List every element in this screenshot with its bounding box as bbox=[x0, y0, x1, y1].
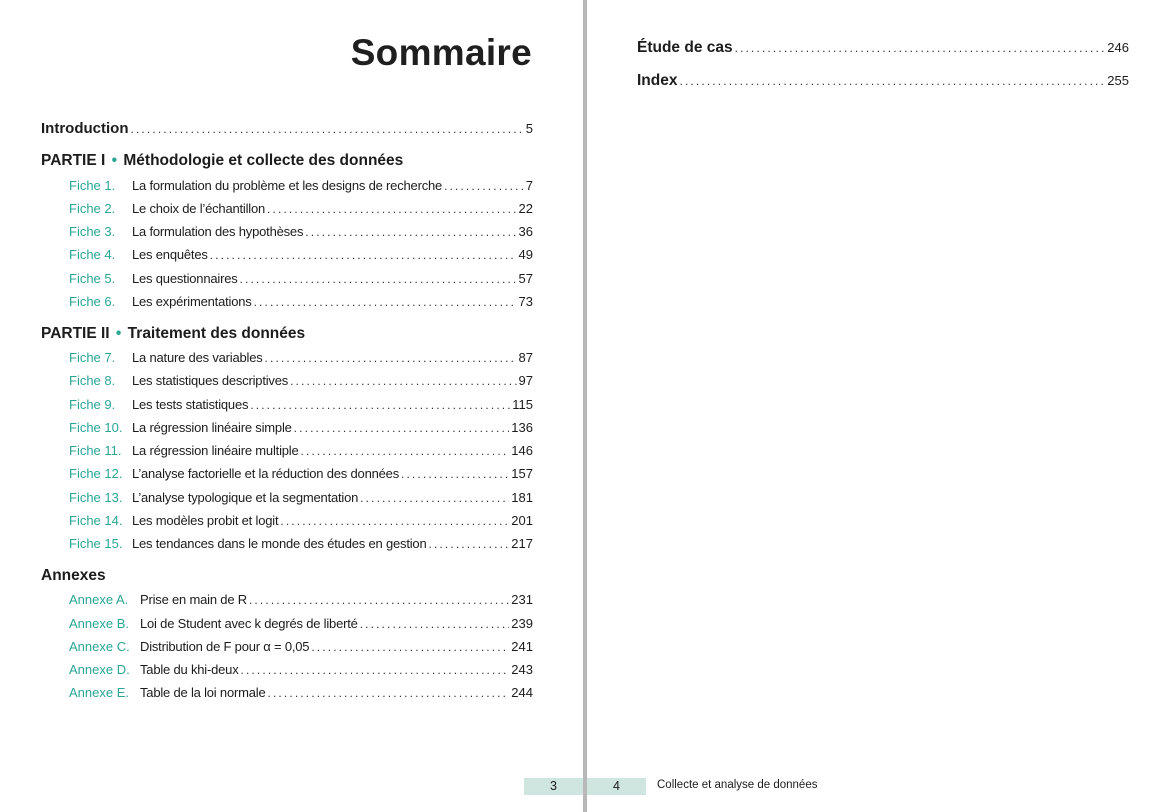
toc-page-number: 201 bbox=[511, 513, 533, 528]
dot-leader bbox=[250, 398, 510, 412]
toc-page-number: 36 bbox=[518, 224, 533, 239]
toc-page-number: 239 bbox=[511, 616, 533, 631]
toc-page-number: 5 bbox=[525, 121, 533, 136]
part-heading-2 bbox=[41, 325, 305, 343]
dot-leader bbox=[210, 248, 517, 262]
annexe-title: Loi de Student avec k degrés de liberté bbox=[140, 616, 358, 631]
dot-leader bbox=[265, 351, 517, 365]
fiche-label: Fiche 6. bbox=[69, 294, 116, 309]
toc-entry-index[interactable] bbox=[637, 72, 1129, 90]
toc-page-number: 246 bbox=[1107, 40, 1129, 55]
dot-leader bbox=[311, 640, 509, 654]
toc-entry-label: Introduction bbox=[41, 120, 129, 137]
toc-entry-annexe-a[interactable] bbox=[69, 592, 533, 607]
fiche-label: Fiche 7. bbox=[69, 350, 116, 365]
part-label: PARTIE II bbox=[41, 325, 110, 342]
fiche-label: Fiche 5. bbox=[69, 271, 116, 286]
toc-page-number: 22 bbox=[518, 201, 533, 216]
dot-leader bbox=[290, 374, 516, 388]
toc-entry-fiche-14[interactable] bbox=[69, 513, 533, 528]
toc-entry-fiche-15[interactable] bbox=[69, 536, 533, 551]
fiche-title: Les questionnaires bbox=[132, 271, 238, 286]
fiche-title: Les expérimentations bbox=[132, 294, 252, 309]
dot-leader bbox=[294, 421, 510, 435]
toc-entry-fiche-6[interactable] bbox=[69, 294, 533, 309]
annexe-title: Prise en main de R bbox=[140, 592, 247, 607]
bullet-separator: • bbox=[111, 152, 118, 169]
page-title: Sommaire bbox=[350, 32, 532, 73]
toc-page-number: 157 bbox=[511, 466, 533, 481]
fiche-title: La formulation du problème et les designs de recherche bbox=[132, 178, 443, 193]
fiche-title: L’analyse factorielle et la réduction des données bbox=[132, 466, 399, 481]
dot-leader bbox=[254, 295, 517, 309]
annexe-label: Annexe B. bbox=[69, 616, 129, 631]
fiche-title: La régression linéaire multiple bbox=[132, 443, 299, 458]
toc-entry-introduction[interactable] bbox=[41, 120, 533, 137]
toc-entry-fiche-4[interactable] bbox=[69, 247, 533, 262]
toc-page-number: 97 bbox=[518, 373, 533, 388]
dot-leader bbox=[428, 537, 509, 551]
toc-entry-label: Index bbox=[637, 72, 678, 89]
toc-entry-fiche-9[interactable] bbox=[69, 397, 533, 412]
toc-entry-fiche-12[interactable] bbox=[69, 466, 533, 481]
toc-page-number: 146 bbox=[511, 443, 533, 458]
fiche-title: Les statistiques descriptives bbox=[132, 373, 289, 388]
dot-leader bbox=[130, 122, 523, 136]
toc-entry-annexe-d[interactable] bbox=[69, 662, 533, 677]
fiche-label: Fiche 13. bbox=[69, 490, 123, 505]
toc-page-number: 87 bbox=[518, 350, 533, 365]
fiche-label: Fiche 10. bbox=[69, 420, 123, 435]
toc-entry-fiche-10[interactable] bbox=[69, 420, 533, 435]
annexe-title: Table de la loi normale bbox=[140, 685, 266, 700]
toc-page-number: 181 bbox=[511, 490, 533, 505]
fiche-label: Fiche 3. bbox=[69, 224, 116, 239]
fiche-label: Fiche 14. bbox=[69, 513, 123, 528]
fiche-title: Les enquêtes bbox=[132, 247, 208, 262]
annexe-label: Annexe A. bbox=[69, 592, 129, 607]
dot-leader bbox=[305, 225, 516, 239]
dot-leader bbox=[267, 202, 516, 216]
toc-entry-fiche-2[interactable] bbox=[69, 201, 533, 216]
toc-page-number: 49 bbox=[518, 247, 533, 262]
toc-entry-fiche-5[interactable] bbox=[69, 271, 533, 286]
toc-page-number: 255 bbox=[1107, 73, 1129, 88]
page-number-left: 3 bbox=[524, 778, 583, 795]
toc-entry-fiche-3[interactable] bbox=[69, 224, 533, 239]
fiche-title: Le choix de l’échantillon bbox=[132, 201, 266, 216]
toc-page-number: 231 bbox=[511, 592, 533, 607]
part-heading-1 bbox=[41, 152, 403, 170]
toc-page-number: 241 bbox=[511, 639, 533, 654]
part-label: PARTIE I bbox=[41, 152, 106, 169]
fiche-label: Fiche 2. bbox=[69, 201, 116, 216]
fiche-title: La formulation des hypothèses bbox=[132, 224, 304, 239]
annexe-label: Annexe C. bbox=[69, 639, 130, 654]
dot-leader bbox=[735, 41, 1106, 55]
dot-leader bbox=[241, 663, 510, 677]
annexe-label: Annexe D. bbox=[69, 662, 130, 677]
fiche-label: Fiche 9. bbox=[69, 397, 116, 412]
fiche-label: Fiche 15. bbox=[69, 536, 123, 551]
toc-page-number: 7 bbox=[525, 178, 533, 193]
dot-leader bbox=[280, 514, 509, 528]
toc-page-number: 136 bbox=[511, 420, 533, 435]
toc-page-number: 115 bbox=[512, 397, 533, 412]
dot-leader bbox=[360, 617, 510, 631]
part-title: Traitement des données bbox=[127, 325, 306, 342]
fiche-title: La nature des variables bbox=[132, 350, 263, 365]
annexes-heading: Annexes bbox=[41, 567, 106, 584]
toc-entry-label: Étude de cas bbox=[637, 39, 733, 56]
fiche-title: Les tendances dans le monde des études en gestion bbox=[132, 536, 427, 551]
annexe-title: Table du khi-deux bbox=[140, 662, 239, 677]
dot-leader bbox=[249, 593, 509, 607]
fiche-label: Fiche 8. bbox=[69, 373, 116, 388]
right-page bbox=[587, 0, 1160, 812]
fiche-label: Fiche 1. bbox=[69, 178, 116, 193]
fiche-label: Fiche 11. bbox=[69, 443, 122, 458]
annexe-label: Annexe E. bbox=[69, 685, 129, 700]
dot-leader bbox=[240, 272, 517, 286]
toc-page-number: 243 bbox=[511, 662, 533, 677]
toc-page-number: 73 bbox=[518, 294, 533, 309]
fiche-label: Fiche 4. bbox=[69, 247, 116, 262]
fiche-title: L’analyse typologique et la segmentation bbox=[132, 490, 359, 505]
toc-entry-etude-de-cas[interactable] bbox=[637, 39, 1129, 57]
dot-leader bbox=[679, 74, 1105, 88]
fiche-title: Les modèles probit et logit bbox=[132, 513, 279, 528]
dot-leader bbox=[267, 686, 509, 700]
toc-entry-fiche-8[interactable] bbox=[69, 373, 533, 388]
dot-leader bbox=[360, 491, 509, 505]
dot-leader bbox=[444, 179, 524, 193]
annexe-title: Distribution de F pour α = 0,05 bbox=[140, 639, 310, 654]
toc-entry-fiche-11[interactable] bbox=[69, 443, 533, 458]
fiche-title: Les tests statistiques bbox=[132, 397, 249, 412]
toc-page-number: 244 bbox=[511, 685, 533, 700]
page-number-right: 4 bbox=[587, 778, 646, 795]
toc-entry-fiche-7[interactable] bbox=[69, 350, 533, 365]
toc-page-number: 57 bbox=[518, 271, 533, 286]
bullet-separator: • bbox=[115, 325, 122, 342]
dot-leader bbox=[401, 467, 509, 481]
toc-entry-annexe-c[interactable] bbox=[69, 639, 533, 654]
fiche-title: La régression linéaire simple bbox=[132, 420, 292, 435]
toc-entry-fiche-13[interactable] bbox=[69, 490, 533, 505]
dot-leader bbox=[301, 444, 510, 458]
fiche-label: Fiche 12. bbox=[69, 466, 123, 481]
toc-page-number: 217 bbox=[511, 536, 533, 551]
toc-entry-annexe-b[interactable] bbox=[69, 616, 533, 631]
toc-entry-fiche-1[interactable] bbox=[69, 178, 533, 193]
part-title: Méthodologie et collecte des données bbox=[123, 152, 404, 169]
toc-entry-annexe-e[interactable] bbox=[69, 685, 533, 700]
running-title: Collecte et analyse de données bbox=[657, 779, 818, 791]
